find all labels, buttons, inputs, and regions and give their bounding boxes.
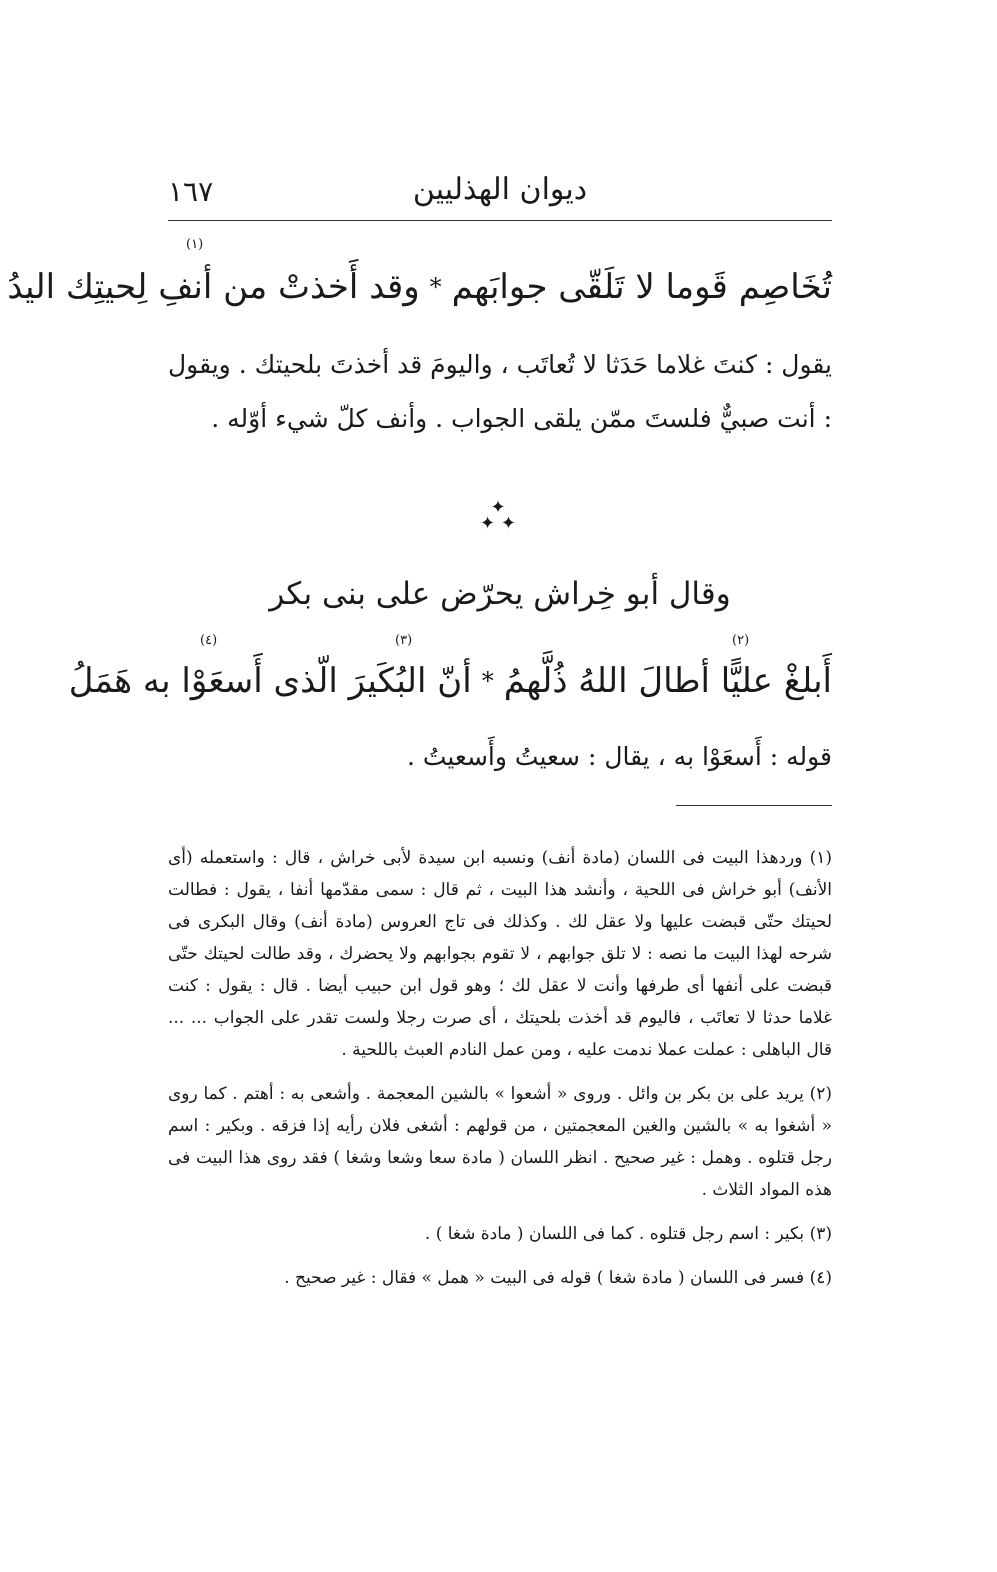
header-rule xyxy=(168,220,832,221)
verse-2-hemistich-1: أَبلغْ عليًّا أطالَ اللهُ ذُلَّهمُ xyxy=(503,661,832,701)
footnote-text: يريد على بن بكر بن وائل . وروى « أشعوا » بالشين المعجمة . وأشعى به : أهتم . كما روى « أشغوا به » بالشين والغين المعجمتين ، من قولهم : أشغى فلان رأيه إذا فزقه . وبكير : اسم رجل قتلوه . وهمل : غير صحيح . انظر اللسان ( مادة سعا وشعا وشغا ) فقد روى هذا البيت فى هذه المواد الثلاث . xyxy=(168,1084,832,1200)
footnotes xyxy=(168,842,832,1306)
commentary-1: يقول : كنتَ غلاما حَدَثا لا تُعاتَب ، واليومَ قد أخذتَ بلحيتك . ويقول : أنت صبيٌّ فلستَ ممّن يلقى الجواب . وأنف كلّ شيء أوّله . xyxy=(168,350,832,433)
footnote-2 xyxy=(168,1078,832,1206)
verse-2 xyxy=(68,656,832,706)
verse-separator: * xyxy=(481,667,494,695)
footnote-number: (٤) xyxy=(809,1268,832,1288)
footnote-4 xyxy=(168,1262,832,1294)
footnote-1 xyxy=(168,842,832,1066)
footnote-marker-2: (٢) xyxy=(732,633,750,648)
footnote-text: بكير : اسم رجل قتلوه . كما فى اللسان ( مادة شغا ) . xyxy=(424,1224,805,1244)
running-header-title: ديوان الهذليين xyxy=(412,172,588,207)
verse-1-hemistich-1: تُخَاصِم قَوما لا تَلَقّى جوابَهم xyxy=(451,267,832,307)
ornament-star-top: ✦ xyxy=(490,497,506,518)
verse-1 xyxy=(7,262,832,312)
section-ornament xyxy=(468,497,528,534)
verse-2-hemistich-2: أنّ البُكَيرَ الّذى أَسعَوْا به هَمَلُ xyxy=(68,661,472,701)
footnote-text: وردهذا البيت فى اللسان (مادة أنف) ونسبه ابن سيدة لأبى خراش ، قال : واستعمله (أى الأنف) أبو خراش فى اللحية ، وأنشد هذا البيت ، ثم قال : سمى مقدّمها أنفا ، يقول : فطالت لحيتك حتّى قبضت عليها ولا عقل لك . وكذلك فى تاج العروس (مادة أنف) وقال البكرى فى شرحه لهذا البيت ما نصه : لا تلق جوابهم ، لا تقوم بجوابهم ولا يحضرك ، وقد طالت لحيتك حتّى قبضت على أنفها أى طرفها وأنت لا عقل لك ؛ وهو قول ابن حبيب أيضا . قال : يقول : كنت غلاما حدثا لا تعاتَب ، فاليوم قد أخذت بلحيتك ، أى صرت رجلا ولست تقدر على الجواب ... ... قال الباهلى : عملت عملا ندمت عليه ، ومن عمل النادم العبث باللحية . xyxy=(168,848,832,1060)
verse-separator: * xyxy=(429,273,442,301)
section-heading: وقال أبو خِراش يحرّض على بنى بكر xyxy=(269,576,731,612)
page-number: ١٦٧ xyxy=(168,175,214,208)
footnote-marker-3: (٣) xyxy=(395,633,413,648)
footnote-number: (٢) xyxy=(809,1084,832,1104)
footnote-number: (٣) xyxy=(809,1224,832,1244)
footnote-number: (١) xyxy=(809,848,832,868)
footnote-3 xyxy=(168,1218,832,1250)
footnote-text: فسر فى اللسان ( مادة شغا ) قوله فى البيت « همل » فقال : غير صحيح . xyxy=(284,1268,805,1288)
ornament-stars-bottom: ✦ ✦ xyxy=(480,513,516,534)
footnote-marker-1: (١) xyxy=(186,237,204,252)
footnote-separator-rule xyxy=(676,805,832,806)
verse-1-hemistich-2: وقد أَخذتْ من أنفِ لِحيتِك اليدُ xyxy=(7,267,420,307)
footnote-marker-4: (٤) xyxy=(200,633,218,648)
commentary-2: قوله : أَسعَوْا به ، يقال : سعيتُ وأَسعيتُ . xyxy=(406,742,832,771)
